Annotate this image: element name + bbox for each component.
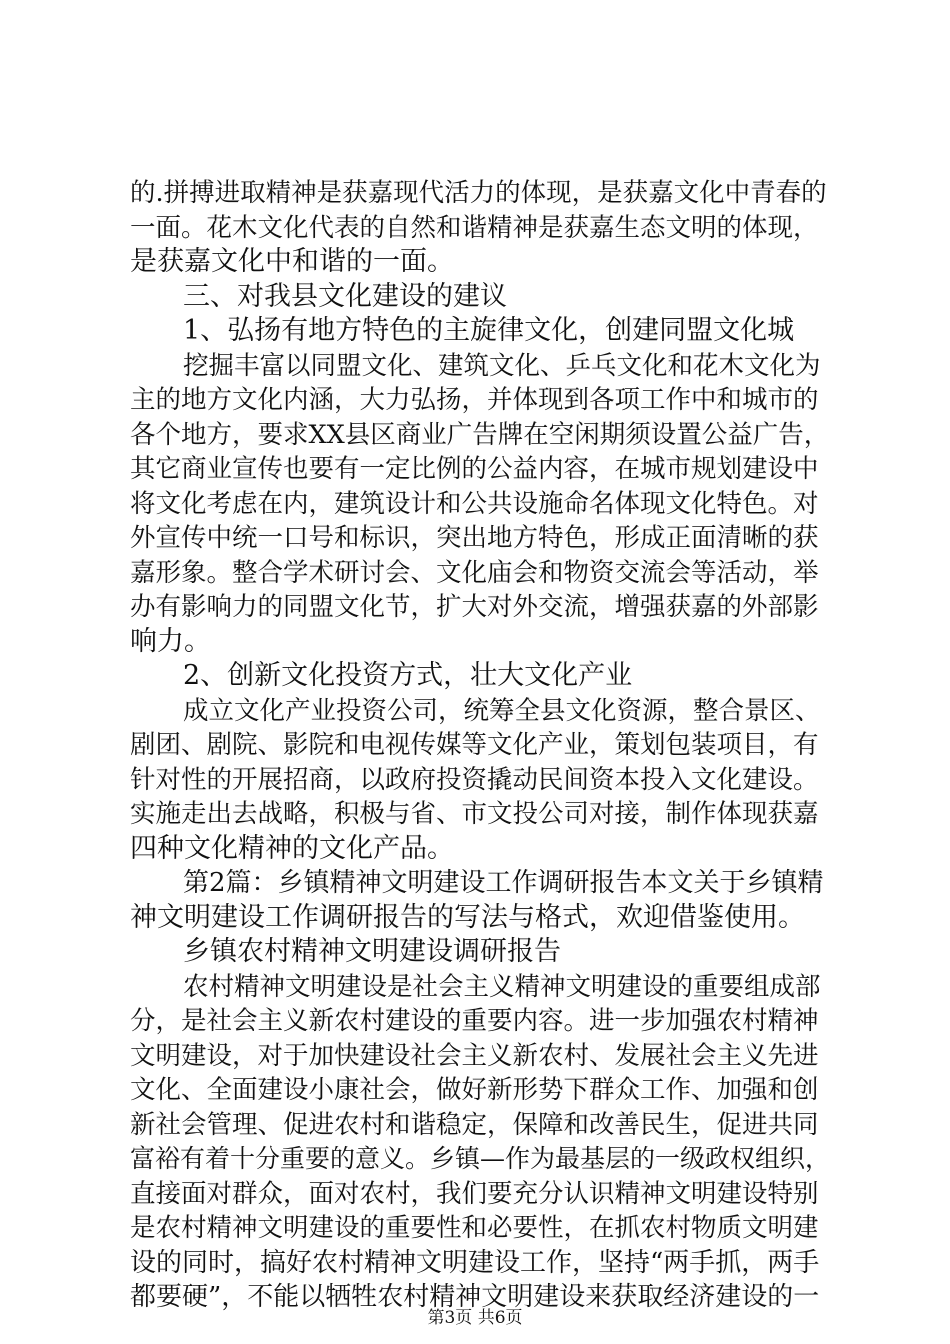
- text-line: 是农村精神文明建设的重要性和必要性，在抓农村物质文明建: [130, 1213, 819, 1243]
- text-line: 主的地方文化内涵，大力弘扬，并体现到各项工作中和城市的: [130, 385, 819, 415]
- text-line: 2、创新文化投资方式，壮大文化产业: [183, 660, 633, 691]
- text-line: 新社会管理、促进农村和谐稳定，保障和改善民生，促进共同: [130, 1109, 819, 1140]
- text-line: 都要硬”，不能以牺牲农村精神文明建设来获取经济建设的一: [130, 1282, 820, 1312]
- page-footer: 第3页 共6页: [427, 1308, 523, 1328]
- text-line: 神文明建设工作调研报告的写法与格式，欢迎借鉴使用。: [130, 901, 805, 933]
- text-line: 是获嘉文化中和谐的一面。: [130, 246, 454, 277]
- text-line: 一面。花木文化代表的自然和谐精神是获嘉生态文明的体现，: [130, 212, 819, 243]
- text-line: 三、对我县文化建设的建议: [183, 280, 507, 312]
- text-line: 实施走出去战略，积极与省、市文投公司对接，制作体现获嘉: [130, 799, 819, 829]
- text-line: 其它商业宣传也要有一定比例的公益内容，在城市规划建设中: [130, 454, 819, 484]
- text-line: 外宣传中统一口号和标识，突出地方特色，形成正面清晰的获: [130, 523, 819, 553]
- text-line: 办有影响力的同盟文化节，扩大对外交流，增强获嘉的外部影: [130, 592, 819, 622]
- text-line: 直接面对群众，面对农村，我们要充分认识精神文明建设特别: [130, 1178, 819, 1209]
- text-line: 各个地方，要求XX县区商业广告牌在空闲期须设置公益广告，: [130, 419, 830, 450]
- text-line: 针对性的开展招商，以政府投资撬动民间资本投入文化建设。: [130, 764, 819, 795]
- text-line: 文明建设，对于加快建设社会主义新农村、发展社会主义先进: [130, 1040, 819, 1071]
- text-line: 农村精神文明建设是社会主义精神文明建设的重要组成部: [183, 971, 821, 1002]
- text-line: 挖掘丰富以同盟文化、建筑文化、乒乓文化和花木文化为: [183, 350, 821, 381]
- text-line: 嘉形象。整合学术研讨会、文化庙会和物资交流会等活动，举: [130, 557, 819, 588]
- text-line: 乡镇农村精神文明建设调研报告: [183, 936, 561, 967]
- text-line: 的.拼搏进取精神是获嘉现代活力的体现，是获嘉文化中青春的: [130, 178, 827, 208]
- text-line: 将文化考虑在内，建筑设计和公共设施命名体现文化特色。对: [130, 488, 819, 519]
- text-line: 文化、全面建设小康社会，做好新形势下群众工作、加强和创: [130, 1075, 819, 1105]
- text-line: 设的同时，搞好农村精神文明建设工作，坚持“两手抓，两手: [130, 1247, 820, 1278]
- text-line: 1、弘扬有地方特色的主旋律文化，创建同盟文化城: [183, 315, 795, 346]
- text-line: 富裕有着十分重要的意义。乡镇—作为最基层的一级政权组织，: [130, 1144, 830, 1173]
- text-line: 成立文化产业投资公司，统筹全县文化资源，整合景区、: [183, 695, 821, 726]
- text-line: 第2篇：乡镇精神文明建设工作调研报告本文关于乡镇精: [183, 868, 824, 898]
- text-line: 四种文化精神的文化产品。: [130, 832, 454, 864]
- body-text: [130, 176, 830, 1315]
- text-line: 剧团、剧院、影院和电视传媒等文化产业，策划包装项目，有: [130, 730, 819, 760]
- text-line: 分，是社会主义新农村建设的重要内容。进一步加强农村精神: [130, 1006, 819, 1036]
- text-line: 响力。: [130, 625, 211, 657]
